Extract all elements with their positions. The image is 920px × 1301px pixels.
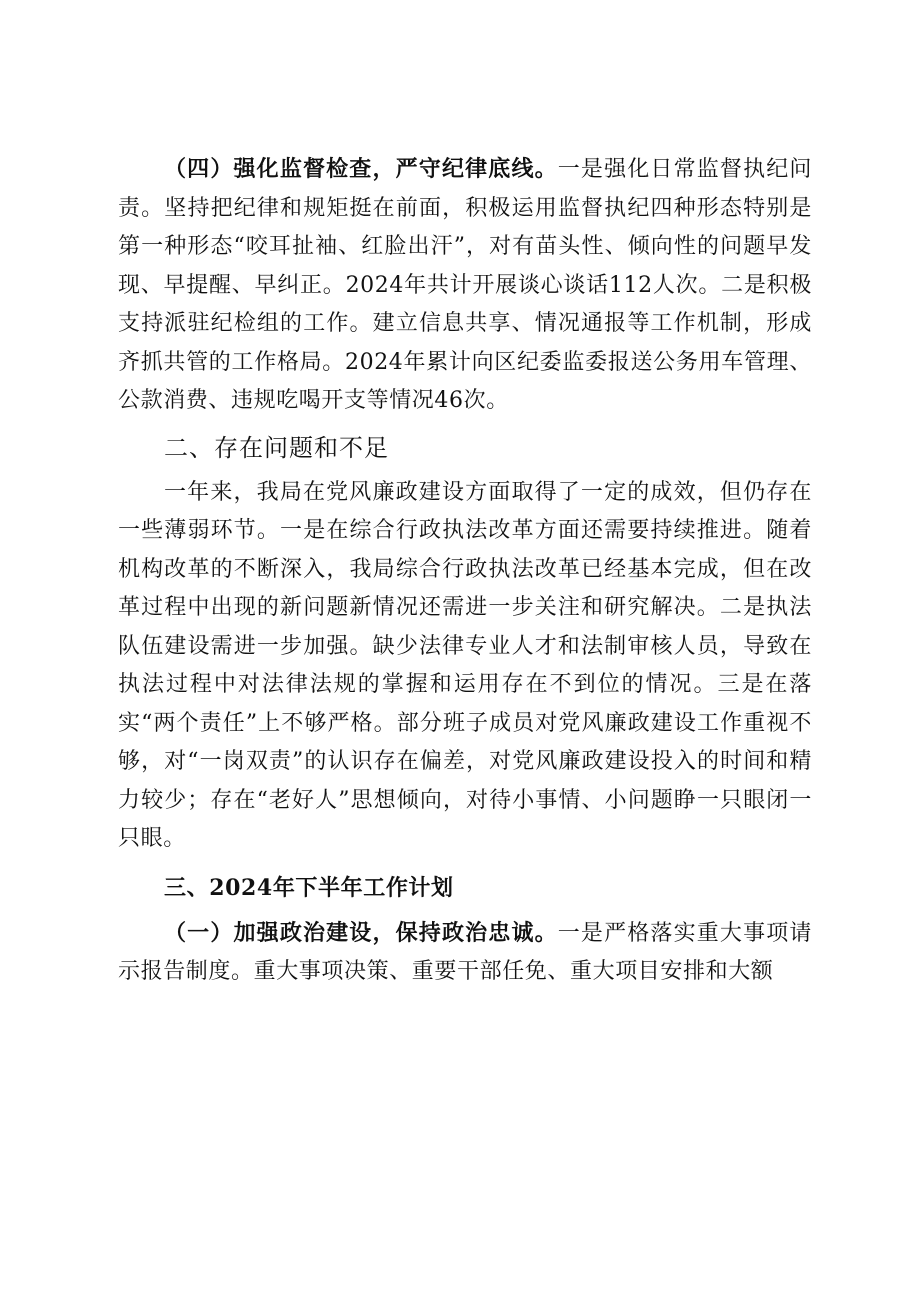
plan-one-paragraph <box>118 914 812 992</box>
plan-one-lead: （一）加强政治建设，保持政治忠诚。 <box>164 919 558 946</box>
heading-problems: 二、存在问题和不足 <box>164 433 389 462</box>
document-page <box>118 150 812 992</box>
heading-work-plan: 三、2024年下半年工作计划 <box>164 874 454 901</box>
section-four-body: 一是强化日常监督执纪问责。坚持把纪律和规矩挺在前面，积极运用监督执纪四种形态特别是第一种形态“咬耳扯袖、红脸出汗”，对有苗头性、倾向性的问题早发现、早提醒、早纠正。2024年共计开展谈心谈话112人次。二是积极支持派驻纪检组的工作。建立信息共享、情况通报等工作机制，形成齐抓共管的工作格局。2024年累计向区纪委监委报送公务用车管理、公款消费、违规吃喝开支等情况46次。 <box>118 157 812 413</box>
plan-one-body: 一是严格落实重大事项请示报告制度。重大事项决策、重要干部任免、重大项目安排和大额 <box>118 920 812 984</box>
section-four-paragraph <box>118 150 812 421</box>
section-four-lead: （四）强化监督检查，严守纪律底线。 <box>164 156 558 182</box>
problems-paragraph: 一年来，我局在党风廉政建设方面取得了一定的成效，但仍存在一些薄弱环节。一是在综合行政执法改革方面还需要持续推进。随着机构改革的不断深入，我局综合行政执法改革已经基本完成，但在改革过程中出现的新问题新情况还需进一步关注和研究解决。二是执法队伍建设需进一步加强。缺少法律专业人才和法制审核人员，导致在执法过程中对法律法规的掌握和运用存在不到位的情况。三是在落实“两个责任”上不够严格。部分班子成员对党风廉政建设工作重视不够，对“一岗双责”的认识存在偏差，对党风廉政建设投入的时间和精力较少；存在“老好人”思想倾向，对待小事情、小问题睁一只眼闭一只眼。 <box>118 479 812 851</box>
